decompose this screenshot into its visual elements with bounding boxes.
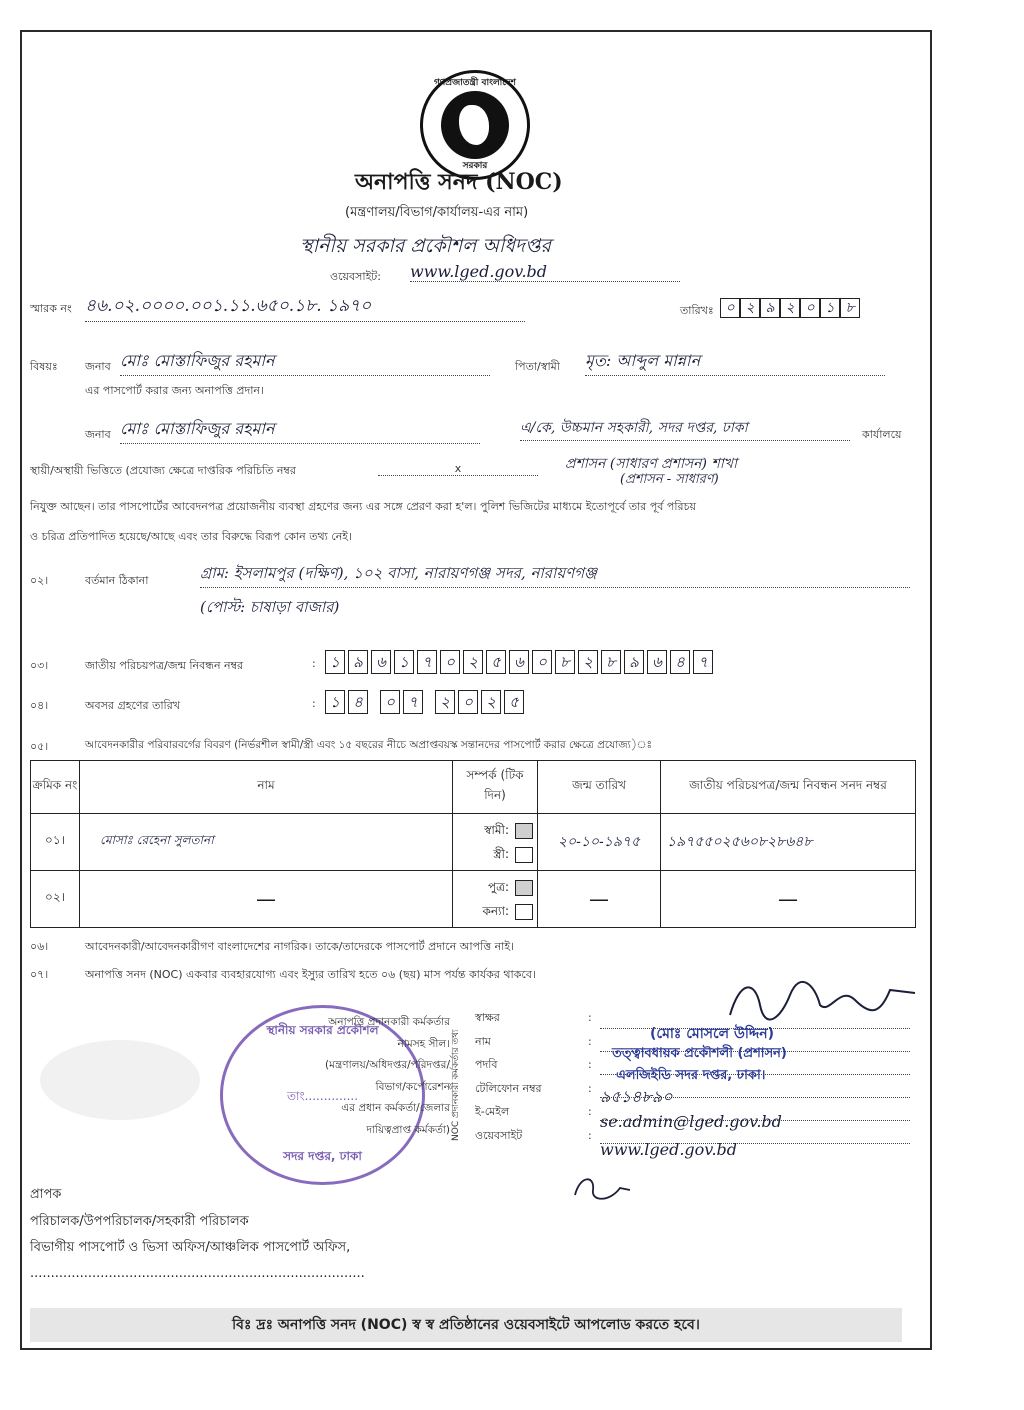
row-name: মোসাঃ রেহেনা সুলতানা bbox=[80, 814, 453, 871]
government-seal bbox=[420, 70, 530, 180]
table-header-row bbox=[31, 761, 916, 814]
row-name: — bbox=[80, 871, 453, 928]
nid-digit: ২ bbox=[578, 650, 598, 674]
seal-text-bottom: সদর দপ্তর, ঢাকা bbox=[283, 1149, 362, 1163]
label-email: ই-মেইল bbox=[475, 1105, 510, 1118]
table-header-name: নাম bbox=[80, 761, 453, 814]
document-title: অনাপত্তি সনদ (NOC) bbox=[355, 169, 563, 195]
label-designation: পদবি bbox=[475, 1058, 498, 1071]
note6-text: আবেদনকারী/আবেদনকারীগণ বাংলাদেশের নাগরিক। তাকে/তাদেরকে পাসপোর্ট প্রদানে আপত্তি নাই। bbox=[85, 940, 515, 953]
retire-digit: ০ bbox=[380, 690, 400, 714]
relation-a-checkbox bbox=[515, 823, 533, 839]
subject-name: মোঃ মোস্তাফিজুর রহমান bbox=[120, 348, 490, 376]
retire-digit: ০ bbox=[458, 690, 478, 714]
footer-note: বিঃ দ্রঃ অনাপত্তি সনদ (NOC) স্ব স্ব প্রতিষ্ঠানের ওয়েবসাইটে আপলোড করতে হবে। bbox=[30, 1308, 902, 1342]
retire-boxes bbox=[325, 690, 527, 714]
body-line2-value: x bbox=[378, 462, 538, 476]
nid-digit: ৬ bbox=[509, 650, 529, 674]
relation-b-label: স্ত্রী: bbox=[493, 847, 509, 861]
recipient-line2: বিভাগীয় পাসপোর্ট ও ভিসা অফিস/আঞ্চলিক পাসপোর্ট অফিস, bbox=[30, 1240, 351, 1255]
address-number: ০২। bbox=[30, 574, 49, 587]
retire-digit: ৭ bbox=[403, 690, 423, 714]
table-row bbox=[31, 814, 916, 871]
row-relation bbox=[453, 814, 538, 871]
relation-b-checkbox bbox=[515, 847, 533, 863]
table-row bbox=[31, 871, 916, 928]
nid-digit: ৪ bbox=[670, 650, 690, 674]
relation-b-label: কন্যা: bbox=[482, 904, 509, 918]
row-serial: ০১। bbox=[31, 814, 80, 871]
nid-digit: ০ bbox=[440, 650, 460, 674]
seal-emblem bbox=[441, 91, 509, 159]
date-digit: ২ bbox=[740, 298, 760, 318]
retire-colon: : bbox=[312, 697, 316, 710]
retire-number: ০৪। bbox=[30, 699, 49, 712]
bangladesh-map-icon bbox=[459, 105, 489, 145]
nid-digit: ১ bbox=[325, 650, 345, 674]
row-nid: — bbox=[661, 871, 916, 928]
faded-watermark bbox=[40, 1040, 200, 1120]
table-header-relation: সম্পর্ক (টিক দিন) bbox=[453, 761, 538, 814]
table-header-dob: জন্ম তারিখ bbox=[538, 761, 661, 814]
nid-digit: ৬ bbox=[647, 650, 667, 674]
nid-digit: ৯ bbox=[624, 650, 644, 674]
label-name: নাম bbox=[475, 1034, 491, 1048]
row-relation bbox=[453, 871, 538, 928]
website-label: ওয়েবসাইট: bbox=[330, 270, 381, 283]
date-digit: ০ bbox=[800, 298, 820, 318]
address-label: বর্তমান ঠিকানা bbox=[85, 574, 149, 587]
noc-side-label: NOC প্রদানকারী কর্মকর্তার তথ্য bbox=[451, 1029, 461, 1141]
father-label: পিতা/স্বামী bbox=[515, 360, 560, 373]
row-dob: ২০-১০-১৯৭৫ bbox=[538, 814, 661, 871]
officer-stamp-title: তত্ত্বাবধায়ক প্রকৌশলী (প্রশাসন) bbox=[612, 1046, 787, 1061]
authority-line: নামসহ সীল। bbox=[397, 1037, 450, 1050]
memo-label: স্মারক নং bbox=[30, 302, 72, 315]
body-janab-label: জনাব bbox=[85, 428, 111, 441]
recipient-line1: পরিচালক/উপপরিচালক/সহকারী পরিচালক bbox=[30, 1214, 249, 1229]
officer-email: se.admin@lged.gov.bd bbox=[600, 1112, 782, 1131]
seal-bottom-text: সরকার bbox=[462, 161, 488, 171]
nid-digit: ০ bbox=[532, 650, 552, 674]
relation-b-checkbox bbox=[515, 904, 533, 920]
retire-label: অবসর গ্রহণের তারিখ bbox=[85, 699, 180, 712]
family-table bbox=[30, 760, 916, 928]
note6-number: ০৬। bbox=[30, 940, 49, 953]
website-value: www.lged.gov.bd bbox=[410, 262, 680, 282]
row-nid: ১৯৭৫৫০২৫৬০৮২৮৬৪৮ bbox=[661, 814, 916, 871]
label-phone: টেলিফোন নম্বর bbox=[475, 1081, 542, 1095]
row-dob: — bbox=[538, 871, 661, 928]
officer-website: www.lged.gov.bd bbox=[600, 1140, 738, 1159]
retire-digit: ১ bbox=[325, 690, 345, 714]
note7-text: অনাপত্তি সনদ (NOC) একবার ব্যবহারযোগ্য এবং ইস্যুর তারিখ হতে ০৬ (ছয়) মাস পর্যন্ত কার্যকর থাকবে। bbox=[85, 968, 536, 981]
retire-digit: ২ bbox=[435, 690, 455, 714]
nid-number: ০৩। bbox=[30, 659, 49, 672]
office-name: স্থানীয় সরকার প্রকৌশল অধিদপ্তর bbox=[300, 235, 551, 257]
nid-digit: ১ bbox=[394, 650, 414, 674]
authority-caption bbox=[240, 1012, 450, 1141]
table-header-nid: জাতীয় পরিচয়পত্র/জন্ম নিবন্ধন সনদ নম্বর bbox=[661, 761, 916, 814]
father-name: মৃত: আব্দুল মান্নান bbox=[585, 348, 885, 376]
body-line2-hand2: (প্রশাসন - সাধারণ) bbox=[620, 472, 719, 487]
subject-label: বিষয়ঃ bbox=[30, 360, 58, 373]
date-digit: ২ bbox=[780, 298, 800, 318]
nid-boxes bbox=[325, 650, 716, 674]
authority-line: বিভাগ/কর্পোরেশন bbox=[375, 1080, 450, 1093]
seal-top-text: গণপ্রজাতন্ত্রী বাংলাদেশ bbox=[434, 78, 516, 88]
label-website: ওয়েবসাইট bbox=[475, 1128, 523, 1142]
relation-a-label: স্বামী: bbox=[484, 823, 509, 837]
date-digit: ৯ bbox=[760, 298, 780, 318]
retire-digit: ২ bbox=[481, 690, 501, 714]
officer-phone: ৯৫১৪৮৯০ bbox=[600, 1087, 673, 1106]
date-boxes bbox=[720, 298, 860, 318]
family-number: ০৫। bbox=[30, 740, 49, 753]
nid-digit: ২ bbox=[463, 650, 483, 674]
relation-a-label: পুত্র: bbox=[487, 880, 509, 894]
officer-stamp-office: এলজিইডি সদর দপ্তর, ঢাকা। bbox=[616, 1068, 766, 1083]
label-signature: স্বাক্ষর bbox=[475, 1011, 500, 1024]
nid-digit: ৭ bbox=[417, 650, 437, 674]
memo-value: ৪৬.০২.০০০০.০০১.১১.৬৫০.১৮. ১৯৭০ bbox=[85, 293, 525, 322]
date-label: তারিখঃ bbox=[680, 304, 714, 317]
authority-line: অনাপত্তি প্রদানকারী কর্মকর্তার bbox=[328, 1016, 450, 1028]
date-digit: ০ bbox=[720, 298, 740, 318]
row-serial: ০২। bbox=[31, 871, 80, 928]
office-suffix: কার্যালয়ে bbox=[862, 428, 902, 441]
initial-signature bbox=[565, 1170, 635, 1210]
document-subtitle: (মন্ত্রণালয়/বিভাগ/কার্যালয়-এর নাম) bbox=[345, 205, 529, 220]
nid-label: জাতীয় পরিচয়পত্র/জন্ম নিবন্ধন নম্বর bbox=[85, 659, 244, 672]
table-header-serial: ক্রমিক নং bbox=[31, 761, 80, 814]
body-designation: এ/কে, উচ্চমান সহকারী, সদর দপ্তর, ঢাকা bbox=[520, 416, 850, 441]
body-line2-hand: প্রশাসন (সাধারণ প্রশাসন) শাখা bbox=[565, 456, 738, 472]
nid-digit: ৮ bbox=[555, 650, 575, 674]
address-line1: গ্রাম: ইসলামপুর (দক্ষিণ), ১০২ বাসা, নারায়ণগঞ্জ সদর, নারায়ণগঞ্জ bbox=[200, 562, 910, 588]
note7-number: ০৭। bbox=[30, 968, 49, 981]
date-digit: ৮ bbox=[840, 298, 860, 318]
nid-digit: ৯ bbox=[348, 650, 368, 674]
signature-labels bbox=[475, 1006, 542, 1147]
authority-line: দায়িত্বপ্রাপ্ত কর্মকর্তা) bbox=[366, 1123, 450, 1136]
nid-digit: ৮ bbox=[601, 650, 621, 674]
signature-colons: : : : : : : bbox=[588, 1011, 592, 1142]
nid-digit: ৭ bbox=[693, 650, 713, 674]
recipient-label: প্রাপক bbox=[30, 1187, 62, 1202]
authority-line: (মন্ত্রণালয়/অধিদপ্তর/পরিদপ্তর/ bbox=[325, 1059, 450, 1071]
nid-colon: : bbox=[312, 657, 316, 670]
body-line4: ও চরিত্র প্রতিপাদিত হয়েছে/আছে এবং তার বিরুদ্ধে বিরূপ কোন তথ্য নেই। bbox=[30, 530, 352, 543]
body-name: মোঃ মোস্তাফিজুর রহমান bbox=[120, 416, 480, 444]
subject-janab-label: জনাব bbox=[85, 360, 111, 373]
authority-line: এর প্রধান কর্মকর্তা/জেলার bbox=[341, 1102, 450, 1114]
relation-a-checkbox bbox=[515, 880, 533, 896]
date-digit: ১ bbox=[820, 298, 840, 318]
seal-text-top: স্থানীয় সরকার প্রকৌশল bbox=[266, 1023, 379, 1037]
seal-date: তাং.............. bbox=[286, 1089, 359, 1103]
retire-digit: ৪ bbox=[348, 690, 368, 714]
recipient-line3: ................................................................................. bbox=[30, 1266, 365, 1281]
nid-digit: ৬ bbox=[371, 650, 391, 674]
family-label: আবেদনকারীর পরিবারবর্গের বিবরণ (নির্ভরশীল স্বামী/স্ত্রী এবং ১৫ বছরের নীচে অপ্রাপ্তবয়স্ক সন্তানদের পাসপোর্ট করার ক্ষেত্রে প্রযোজ্য)ঃ bbox=[85, 739, 653, 751]
subject-line: এর পাসপোর্ট করার জন্য অনাপত্তি প্রদান। bbox=[85, 384, 264, 397]
nid-digit: ৫ bbox=[486, 650, 506, 674]
address-line2: (পোস্ট: চাষাড়া বাজার) bbox=[200, 598, 340, 616]
body-line3: নিযুক্ত আছেন। তার পাসপোর্টের আবেদনপত্র প্রয়োজনীয় ব্যবস্থা গ্রহণের জন্য এর সঙ্গে প্রেরণ করা হ'ল। পুলিশ ভিজিটের মাধ্যমে ইতোপূর্বে তার পূর্ব পরিচয় bbox=[30, 500, 696, 513]
officer-stamp-name: (মোঃ মোসলে উদ্দিন) bbox=[650, 1026, 774, 1042]
retire-digit: ৫ bbox=[504, 690, 524, 714]
body-line2-prefix: স্থায়ী/অস্থায়ী ভিত্তিতে (প্রযোজ্য ক্ষেত্রে দাপ্তরিক পরিচিতি নম্বর bbox=[30, 464, 296, 477]
